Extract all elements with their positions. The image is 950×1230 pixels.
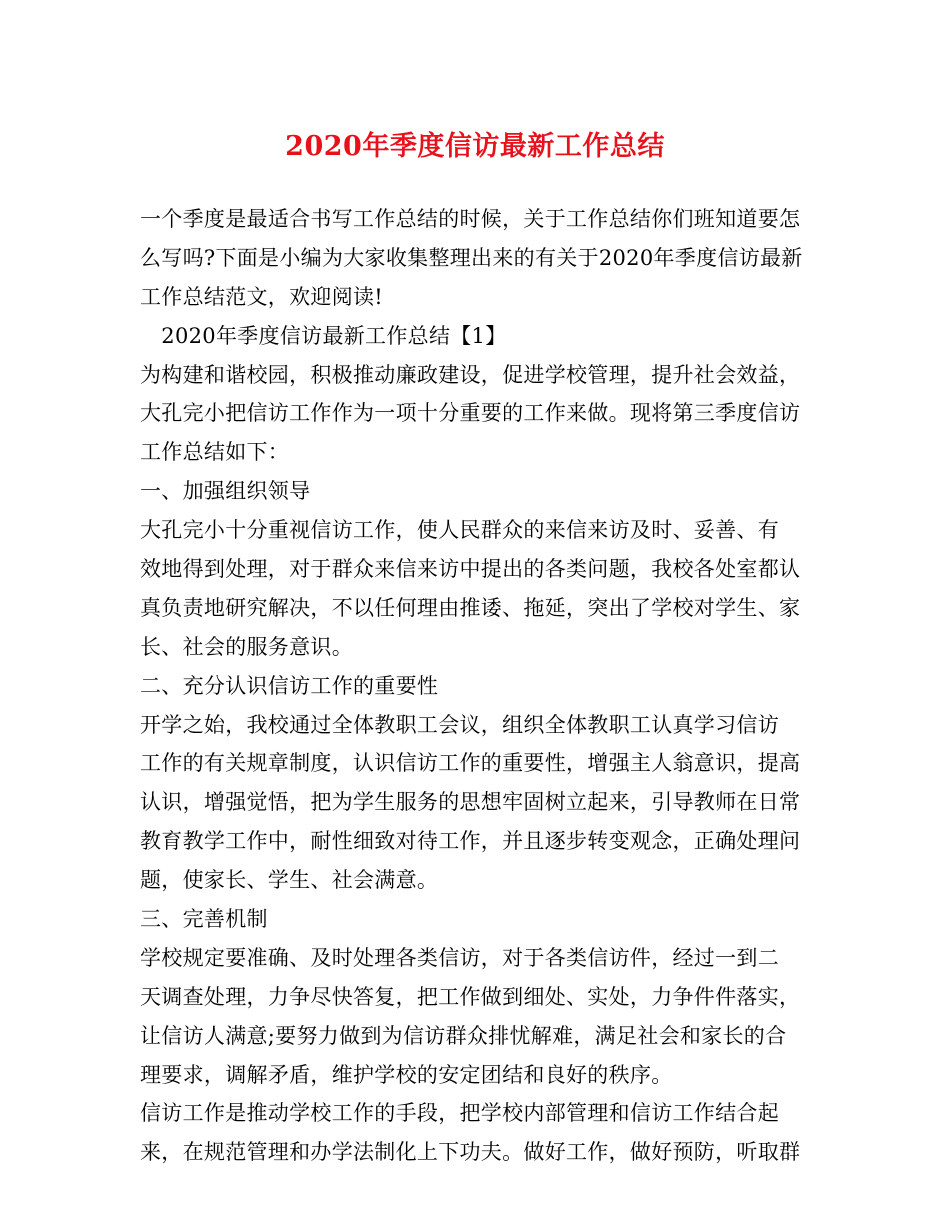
text-line: 天调查处理，力争尽快答复，把工作做到细处、实处，力争件件落实，: [140, 984, 801, 1009]
text-line: 认识，增强觉悟，把为学生服务的思想牢固树立起来，引导教师在日常: [140, 790, 801, 815]
text-line: 大孔完小十分重视信访工作，使人民群众的来信来访及时、妥善、有: [140, 518, 779, 543]
text-line: 工作的有关规章制度，认识信访工作的重要性，增强主人翁意识，提高: [140, 751, 801, 776]
text-line: 理要求，调解矛盾，维护学校的安定团结和良好的秩序。: [140, 1062, 673, 1087]
text-line: 一个季度是最适合书写工作总结的时候，关于工作总结你们班知道要怎: [140, 207, 801, 231]
text-line: 开学之始，我校通过全体教职工会议，组织全体教职工认真学习信访: [140, 712, 779, 737]
text-line: 让信访人满意;要努力做到为信访群众排忧解难，满足社会和家长的合: [140, 1023, 787, 1048]
text-line: 真负责地研究解决，不以任何理由推诿、拖延，突出了学校对学生、家: [140, 595, 801, 620]
document-body: [140, 200, 830, 1172]
text-line: 工作总结范文，欢迎阅读!: [140, 284, 384, 309]
text-line: 么写吗?下面是小编为大家收集整理出来的有关于2020年季度信访最新: [140, 245, 803, 270]
text-line: 来，在规范管理和办学法制化上下功夫。做好工作，做好预防，听取群: [140, 1140, 801, 1165]
text-line: 效地得到处理，对于群众来信来访中提出的各类问题，我校各处室都认: [140, 557, 801, 582]
text-line: 题，使家长、学生、社会满意。: [140, 868, 439, 893]
text-line: 大孔完小把信访工作作为一项十分重要的工作来做。现将第三季度信访: [140, 401, 801, 426]
text-line: 2020年季度信访最新工作总结【1】: [140, 323, 507, 348]
text-line: 三、完善机制: [140, 907, 268, 932]
text-line: 学校规定要准确、及时处理各类信访，对于各类信访件，经过一到二: [140, 945, 779, 970]
text-line: 二、充分认识信访工作的重要性: [140, 673, 439, 698]
text-line: 信访工作是推动学校工作的手段，把学校内部管理和信访工作结合起: [140, 1101, 779, 1126]
text-line: 工作总结如下：: [140, 440, 290, 465]
text-line: 教育教学工作中，耐性细致对待工作，并且逐步转变观念，正确处理问: [140, 829, 801, 854]
text-line: 为构建和谐校园，积极推动廉政建设，促进学校管理，提升社会效益，: [140, 362, 801, 387]
document-title: 2020年季度信访最新工作总结: [285, 131, 665, 162]
text-line: 长、社会的服务意识。: [140, 634, 353, 659]
text-line: 一、加强组织领导: [140, 479, 311, 504]
